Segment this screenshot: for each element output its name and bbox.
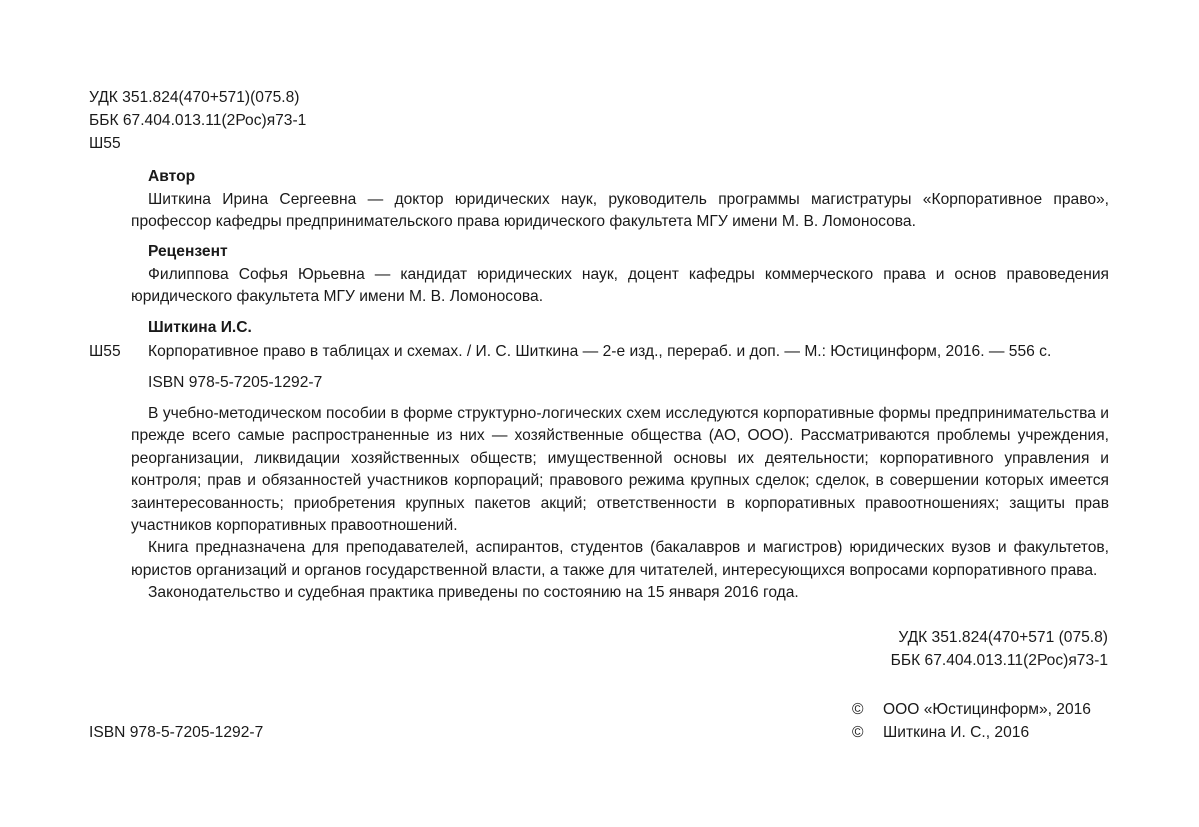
author-text: Шиткина Ирина Сергеевна — доктор юридических наук, руководитель программы магистратуры «Корпоративное право», профессор кафедры предпринимательского права юридического факультета МГУ имени М. В. Ломоносова. xyxy=(131,191,1109,231)
copyright-author: Шиткина И. С., 2016 xyxy=(883,724,1030,741)
bottom-bbk: ББК 67.404.013.11(2Рос)я73-1 xyxy=(890,652,1108,669)
annotation-paragraph-3: Законодательство и судебная практика приведены по состоянию на 15 января 2016 года. xyxy=(148,584,799,602)
author-info xyxy=(131,189,1109,234)
udk-code: УДК 351.824(470+571)(075.8) xyxy=(89,89,300,106)
reviewer-info xyxy=(131,264,1109,309)
copyright-icon: © xyxy=(852,724,864,741)
bibliography-author: Шиткина И.С. xyxy=(148,319,252,336)
copyright-icon: © xyxy=(852,701,864,718)
author-mark: Ш55 xyxy=(89,135,121,152)
reviewer-heading: Рецензент xyxy=(148,243,228,260)
bibliography-isbn: ISBN 978-5-7205-1292-7 xyxy=(148,374,323,391)
bbk-code: ББК 67.404.013.11(2Рос)я73-1 xyxy=(89,112,307,129)
bibliography-description: Корпоративное право в таблицах и схемах. / И. С. Шиткина — 2-е изд., перераб. и доп. — М.: Юстицинформ, 2016. — 556 с. xyxy=(148,343,1052,360)
reviewer-text: Филиппова Софья Юрьевна — кандидат юридических наук, доцент кафедры коммерческого права и основ правоведения юридического факультета МГУ имени М. В. Ломоносова. xyxy=(131,266,1109,306)
footer-isbn: ISBN 978-5-7205-1292-7 xyxy=(89,724,264,741)
bibliography-code: Ш55 xyxy=(89,343,121,360)
annotation xyxy=(131,403,1109,605)
author-heading: Автор xyxy=(148,168,196,185)
bottom-udk: УДК 351.824(470+571 (075.8) xyxy=(898,629,1108,646)
annotation-paragraph-2: Книга предназначена для преподавателей, аспирантов, студентов (бакалавров и магистров) юридических вузов и факультетов, юристов организаций и органов государственной власти, а также для читателей, интересующихся вопросами корпоративного права. xyxy=(131,539,1109,579)
annotation-paragraph-1: В учебно-методическом пособии в форме структурно-логических схем исследуются корпоративные формы предпринимательства и прежде всего самые распространенные из них — хозяйственные общества (АО, ООО). Рассматриваются проблемы учреждения, реорганизации, ликвидации хозяйственных обществ; имущественной основы их деятельности; корпоративного управления и контроля; прав и обязанностей участников корпораций; правового режима крупных сделок; сделок, в совершении которых имеется заинтересованность; приобретения крупных пакетов акций; ответственности в корпоративных правоотношениях; защиты прав участников корпоративных правоотношений. xyxy=(131,405,1109,535)
copyright-publisher: ООО «Юстицинформ», 2016 xyxy=(883,701,1091,718)
